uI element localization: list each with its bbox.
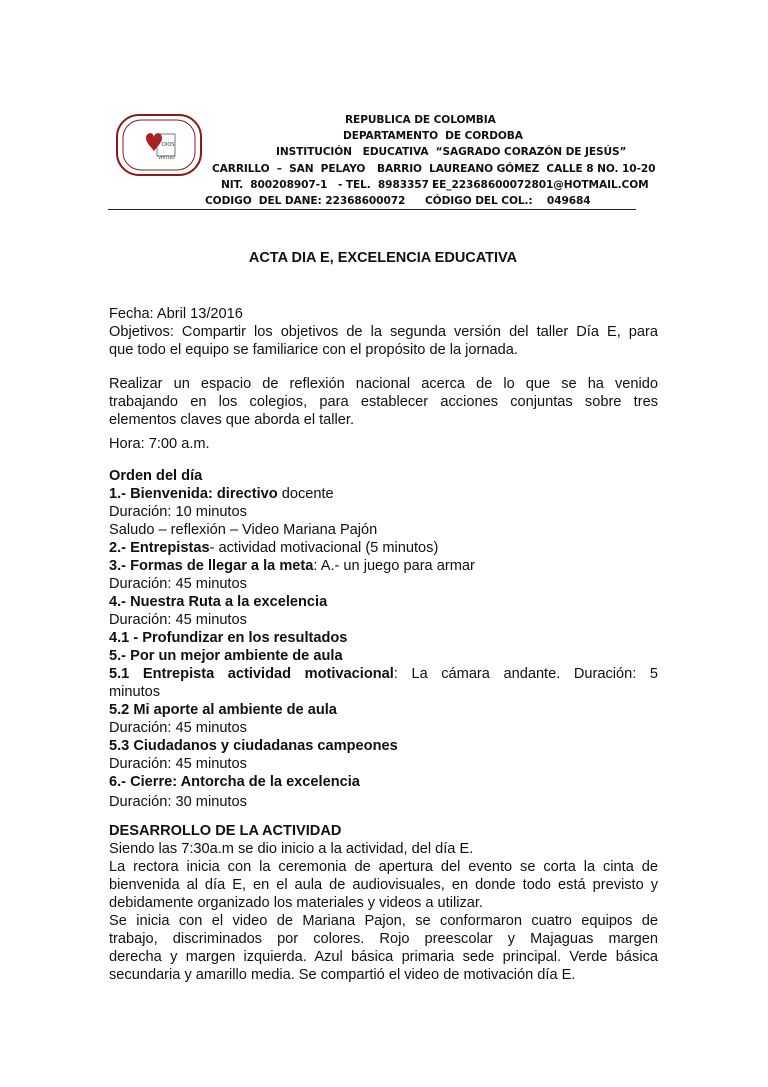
orden-item-4-1: 4.1 - Profundizar en los resultados: [109, 630, 348, 646]
desarrollo-p1: Siendo las 7:30a.m se dio inicio a la actividad, del día E.: [109, 841, 474, 857]
header-line-republica: REPUBLICA DE COLOMBIA: [345, 114, 496, 126]
orden-item-1-title: 1.- Bienvenida: directivo: [109, 486, 278, 502]
desarrollo-p3-line-4: secundaria y amarillo media. Se compartió el video de motivación día E.: [109, 967, 576, 983]
header-line-codigo-colegio: CÓDIGO DEL COL.: 049684: [425, 195, 591, 207]
orden-item-5-1-cont: minutos: [109, 684, 161, 700]
desarrollo-p3-line-3: derecha y margen izquierda. Azul básica primaria sede principal. Verde básica: [109, 949, 658, 965]
header-line-direccion-barrio: BARRIO LAUREANO GÓMEZ CALLE 8 NO. 10-20: [377, 163, 656, 175]
realizar-line-2: trabajando en los colegios, para establecer acciones conjuntas sobre tres: [109, 394, 658, 410]
orden-item-3: [109, 557, 658, 575]
orden-item-5-1: [109, 665, 658, 683]
fecha-line: Fecha: Abril 13/2016: [109, 306, 243, 322]
orden-item-4-duration: Duración: 45 minutos: [109, 612, 247, 628]
logo-text-virtud: VIRTUD: [158, 156, 175, 161]
orden-item-1-duration: Duración: 10 minutos: [109, 504, 247, 520]
orden-item-4: 4.- Nuestra Ruta a la excelencia: [109, 594, 328, 610]
orden-item-5-1-desc: : La cámara andante. Duración: 5: [393, 666, 658, 682]
orden-item-5-1-title: 5.1 Entrepista actividad motivacional: [109, 666, 394, 682]
orden-item-2-title: 2.- Entrepistas: [109, 540, 210, 556]
objetivos-line-2: que todo el equipo se familiarice con el propósito de la jornada.: [109, 342, 518, 358]
orden-item-2-desc: - actividad motivacional (5 minutos): [209, 540, 439, 556]
orden-item-3-duration: Duración: 45 minutos: [109, 576, 247, 592]
header-line-nit-tel: NIT. 800208907-1 - TEL. 8983357 -: [221, 179, 437, 191]
desarrollo-heading: DESARROLLO DE LA ACTIVIDAD: [109, 823, 342, 839]
orden-item-5-2-duration: Duración: 45 minutos: [109, 720, 247, 736]
orden-item-5: 5.- Por un mejor ambiente de aula: [109, 648, 343, 664]
intro-section: [109, 305, 658, 359]
desarrollo-section: [109, 822, 658, 984]
orden-item-5-3: 5.3 Ciudadanos y ciudadanas campeones: [109, 738, 398, 754]
header-line-direccion-municipio: CARRILLO – SAN PELAYO: [212, 163, 366, 175]
orden-item-2: [109, 539, 658, 557]
orden-item-1-desc: docente: [277, 486, 334, 502]
header-divider: [108, 209, 636, 210]
orden-item-1-detail: Saludo – reflexión – Video Mariana Pajón: [109, 522, 378, 538]
realizar-line-1: Realizar un espacio de reflexión nacional acerca de lo que se ha venido: [109, 376, 658, 392]
orden-heading: Orden del día: [109, 468, 203, 484]
orden-del-dia: [109, 467, 658, 811]
orden-item-6-duration: Duración: 30 minutos: [109, 794, 247, 810]
realizar-line-3: elementos claves que aborda el taller.: [109, 412, 355, 428]
school-crest-logo: [116, 114, 202, 176]
orden-item-5-3-duration: Duración: 45 minutos: [109, 756, 247, 772]
header-line-email: EE_22368600072801@HOTMAIL.COM: [432, 179, 649, 191]
orden-item-3-title: 3.- Formas de llegar a la meta: [109, 558, 314, 574]
orden-item-3-desc: : A.- un juego para armar: [313, 558, 475, 574]
document-title: [0, 250, 768, 266]
desarrollo-p2-line-2: bienvenida al día E, en el aula de audiovisuales, en donde todo está previsto y: [109, 877, 658, 893]
hora-line: Hora: 7:00 a.m.: [109, 436, 210, 452]
orden-item-5-2: 5.2 Mi aporte al ambiente de aula: [109, 702, 337, 718]
realizar-paragraph: [109, 375, 658, 429]
orden-item-6: 6.- Cierre: Antorcha de la excelencia: [109, 774, 360, 790]
orden-item-1: [109, 485, 658, 503]
header-line-departamento: DEPARTAMENTO DE CORDOBA: [343, 130, 523, 142]
desarrollo-p2-line-3: debidamente organizado los materiales y videos a utilizar.: [109, 895, 483, 911]
objetivos-line-1: Objetivos: Compartir los objetivos de la segunda versión del taller Día E, para: [109, 324, 658, 340]
desarrollo-p2-line-1: La rectora inicia con la ceremonia de apertura del evento se corta la cinta de: [109, 859, 658, 875]
logo-text-dios: DIOS: [162, 142, 175, 148]
desarrollo-p3-line-2: trabajo, discriminados por colores. Rojo preescolar y Majaguas margen: [109, 931, 658, 947]
header-line-codigo-dane: CODIGO DEL DANE: 22368600072: [205, 195, 406, 207]
document-title-text: ACTA DIA E, EXCELENCIA EDUCATIVA: [248, 250, 518, 266]
header-line-institucion: INSTITUCIÓN EDUCATIVA “SAGRADO CORAZÓN DE JESÚS”: [276, 146, 627, 158]
desarrollo-p3-line-1: Se inicia con el video de Mariana Pajon, se conformaron cuatro equipos de: [109, 913, 658, 929]
